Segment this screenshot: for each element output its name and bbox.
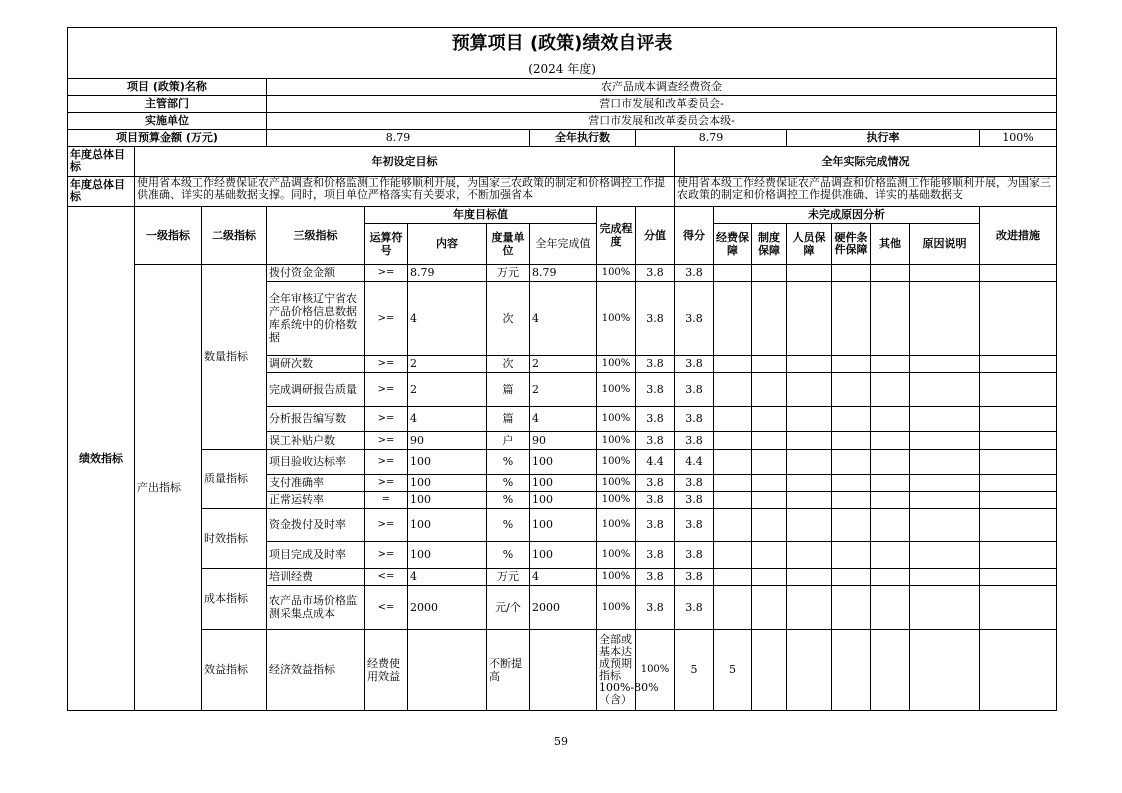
- indicator-actual: 2: [530, 355, 597, 372]
- empty-cell: [752, 585, 787, 629]
- indicator-content: 100: [408, 508, 487, 541]
- empty-cell: [910, 372, 980, 406]
- table-row: [68, 508, 1057, 541]
- indicator-degree: 100%: [597, 281, 636, 355]
- empty-cell: [980, 568, 1057, 585]
- indicator-content: 8.79: [408, 264, 487, 281]
- exec-label: 全年执行数: [530, 129, 636, 146]
- empty-cell: [787, 372, 832, 406]
- indicator-degree: 100%: [597, 264, 636, 281]
- indicator-value: 3.8: [636, 264, 675, 281]
- empty-cell: [980, 508, 1057, 541]
- indicator-op: >=: [365, 281, 408, 355]
- indicator-op: =: [365, 491, 408, 508]
- indicator-op: <=: [365, 585, 408, 629]
- empty-cell: [832, 474, 871, 491]
- indicator-unit: 万元: [487, 264, 530, 281]
- indicator-unit: 篇: [487, 406, 530, 431]
- table-row: [68, 449, 1057, 474]
- indicator-degree: 100%: [597, 491, 636, 508]
- empty-cell: [910, 585, 980, 629]
- indicator-actual: 2: [530, 372, 597, 406]
- empty-cell: [910, 281, 980, 355]
- indicator-score: 3.8: [675, 474, 714, 491]
- empty-cell: [910, 568, 980, 585]
- empty-cell: [714, 431, 752, 449]
- goal-initial-text-body: 使用省本级工作经费保证农产品调查和价格监测工作能够顺利开展，为国家三农政策的制定和价格调控工作提供准确、详实的基础数据支撑。同时，项目单位严格落实有关要求，不断加强省本: [137, 176, 665, 201]
- header-content: 内容: [408, 223, 487, 264]
- empty-cell: [910, 431, 980, 449]
- empty-cell: [714, 541, 752, 568]
- indicator-score: 3.8: [675, 281, 714, 355]
- empty-cell: [980, 491, 1057, 508]
- indicator-degree: 100%: [597, 431, 636, 449]
- empty-cell: [787, 281, 832, 355]
- indicator-unit: [530, 629, 597, 710]
- indicator-degree: 100%: [597, 449, 636, 474]
- header-reason-staff: 人员保障: [787, 223, 832, 264]
- indicator-degree: 100%: [597, 585, 636, 629]
- indicator-name: 资金拨付及时率: [267, 508, 365, 541]
- indicator-name: 经费使用效益: [365, 629, 408, 710]
- indicator-score: 3.8: [675, 431, 714, 449]
- indicator-value: 3.8: [636, 281, 675, 355]
- empty-cell: [910, 406, 980, 431]
- empty-cell: [752, 541, 787, 568]
- indicator-value: 3.8: [636, 508, 675, 541]
- indicator-degree: 100%: [597, 508, 636, 541]
- budget-label: 项目预算金额 (万元): [68, 129, 267, 146]
- header-actual: 全年完成值: [530, 223, 597, 264]
- page-title: 预算项目 (政策)绩效自评表: [451, 32, 673, 54]
- empty-cell: [752, 431, 787, 449]
- indicator-degree: 100%: [597, 372, 636, 406]
- indicator-op: >=: [365, 406, 408, 431]
- indicator-name: 正常运转率: [267, 491, 365, 508]
- empty-cell: [787, 474, 832, 491]
- indicator-op: >=: [365, 431, 408, 449]
- goal-initial-header: 年初设定目标: [135, 146, 675, 176]
- empty-cell: [787, 449, 832, 474]
- empty-cell: [910, 508, 980, 541]
- indicator-value: 3.8: [636, 474, 675, 491]
- table-row: [68, 629, 1057, 710]
- indicator-value: 4.4: [636, 449, 675, 474]
- header-unit: 度量单位: [487, 223, 530, 264]
- indicator-op: <=: [365, 568, 408, 585]
- empty-cell: [980, 431, 1057, 449]
- indicator-actual: 4: [530, 281, 597, 355]
- empty-cell: [714, 568, 752, 585]
- empty-cell: [832, 449, 871, 474]
- page-subtitle: (2024 年度): [528, 61, 596, 76]
- empty-cell: [871, 491, 910, 508]
- project-name-label: 项目 (政策)名称: [68, 78, 267, 95]
- empty-cell: [714, 281, 752, 355]
- indicator-name: 误工补贴户数: [267, 431, 365, 449]
- indicator-actual: 100: [530, 449, 597, 474]
- page-number: 59: [554, 735, 568, 748]
- header-degree: 完成程度: [597, 206, 636, 264]
- indicator-content: 100: [408, 491, 487, 508]
- header-score: 得分: [675, 206, 714, 264]
- indicator-name: 支付准确率: [267, 474, 365, 491]
- empty-cell: [910, 541, 980, 568]
- empty-cell: [980, 406, 1057, 431]
- empty-cell: [980, 541, 1057, 568]
- indicator-actual: 8.79: [530, 264, 597, 281]
- indicator-unit: %: [487, 508, 530, 541]
- indicator-score: 4.4: [675, 449, 714, 474]
- empty-cell: [832, 264, 871, 281]
- header-reason-note: 原因说明: [910, 223, 980, 264]
- goal-actual-header: 全年实际完成情况: [675, 146, 1057, 176]
- indicator-op: >=: [365, 372, 408, 406]
- indicator-actual: 100: [530, 508, 597, 541]
- indicator-score: 3.8: [675, 568, 714, 585]
- header-score-value: 分值: [636, 206, 675, 264]
- empty-cell: [714, 449, 752, 474]
- empty-cell: [980, 372, 1057, 406]
- empty-cell: [871, 474, 910, 491]
- empty-cell: [910, 449, 980, 474]
- empty-cell: [714, 508, 752, 541]
- indicator-content: 不断提高: [487, 629, 530, 710]
- empty-cell: [832, 372, 871, 406]
- header-reason-hardware: 硬件条件保障: [832, 223, 871, 264]
- indicator-content: 100: [408, 449, 487, 474]
- goal-row-label: 年度总体目标: [68, 176, 135, 206]
- indicator-actual: 全部或基本达成预期指标100%-80%（含）: [597, 629, 636, 710]
- indicator-unit: %: [487, 541, 530, 568]
- empty-cell: [714, 355, 752, 372]
- goal-actual-text: [675, 176, 1057, 206]
- empty-cell: [871, 355, 910, 372]
- empty-cell: [832, 541, 871, 568]
- indicator-score: 3.8: [675, 355, 714, 372]
- indicator-value: 3.8: [636, 355, 675, 372]
- header-reason-group: 未完成原因分析: [714, 206, 980, 223]
- category-benefit: 效益指标: [202, 629, 267, 710]
- empty-cell: [787, 568, 832, 585]
- indicator-name: 项目完成及时率: [267, 541, 365, 568]
- indicator-unit: 篇: [487, 372, 530, 406]
- empty-cell: [787, 585, 832, 629]
- dept-value: 营口市发展和改革委员会-: [267, 95, 1057, 112]
- empty-cell: [871, 568, 910, 585]
- empty-cell: [752, 449, 787, 474]
- empty-cell: [787, 355, 832, 372]
- empty-cell: [714, 372, 752, 406]
- indicator-value: 3.8: [636, 431, 675, 449]
- indicator-actual: 4: [530, 568, 597, 585]
- project-name-value: 农产品成本调查经费资金: [267, 78, 1057, 95]
- empty-cell: [871, 541, 910, 568]
- category-timeliness: 时效指标: [202, 508, 267, 568]
- category-economic: 经济效益指标: [267, 629, 365, 710]
- indicator-name: 拨付资金金额: [267, 264, 365, 281]
- table-row: [68, 568, 1057, 585]
- header-reason-funding: 经费保障: [714, 223, 752, 264]
- empty-cell: [910, 264, 980, 281]
- empty-cell: [871, 508, 910, 541]
- empty-cell: [752, 508, 787, 541]
- empty-cell: [832, 568, 871, 585]
- empty-cell: [980, 281, 1057, 355]
- indicator-content: 4: [408, 281, 487, 355]
- indicator-actual: 2000: [530, 585, 597, 629]
- empty-cell: [832, 431, 871, 449]
- indicator-score: 3.8: [675, 541, 714, 568]
- indicator-value: 3.8: [636, 491, 675, 508]
- indicator-content: 4: [408, 568, 487, 585]
- indicator-degree: 100%: [597, 474, 636, 491]
- indicator-value: 3.8: [636, 541, 675, 568]
- empty-cell: [871, 431, 910, 449]
- indicator-unit: 户: [487, 431, 530, 449]
- empty-cell: [910, 491, 980, 508]
- empty-cell: [787, 491, 832, 508]
- header-level1: 一级指标: [135, 206, 202, 264]
- goal-initial-text: [135, 176, 675, 206]
- indicator-unit: 万元: [487, 568, 530, 585]
- indicator-score: 5: [714, 629, 752, 710]
- empty-cell: [752, 355, 787, 372]
- indicator-value: 3.8: [636, 585, 675, 629]
- empty-cell: [832, 585, 871, 629]
- indicator-degree: 100%: [597, 541, 636, 568]
- empty-cell: [752, 281, 787, 355]
- empty-cell: [910, 474, 980, 491]
- empty-cell: [980, 474, 1057, 491]
- indicator-content: 100: [408, 541, 487, 568]
- indicator-name: 农产品市场价格监测采集点成本: [267, 585, 365, 629]
- indicator-op: >=: [365, 355, 408, 372]
- indicator-degree: 100%: [597, 568, 636, 585]
- indicator-op: [408, 629, 487, 710]
- empty-cell: [714, 474, 752, 491]
- empty-cell: [832, 508, 871, 541]
- indicator-content: 2: [408, 372, 487, 406]
- indicator-value: 3.8: [636, 406, 675, 431]
- indicator-score: 3.8: [675, 585, 714, 629]
- indicator-unit: 次: [487, 355, 530, 372]
- indicator-content: 2: [408, 355, 487, 372]
- empty-cell: [787, 431, 832, 449]
- indicator-unit: %: [487, 474, 530, 491]
- goal-label: 年度总体目标: [68, 146, 135, 176]
- indicator-name: 全年审核辽宁省农产品价格信息数据库系统中的价格数据: [267, 281, 365, 355]
- header-reason-other: 其他: [871, 223, 910, 264]
- indicator-actual: 100: [530, 474, 597, 491]
- empty-cell: [980, 449, 1057, 474]
- indicator-op: >=: [365, 449, 408, 474]
- empty-cell: [832, 406, 871, 431]
- indicator-score: 3.8: [675, 406, 714, 431]
- empty-cell: [871, 629, 910, 710]
- category-cost: 成本指标: [202, 568, 267, 629]
- header-target-group: 年度目标值: [365, 206, 597, 223]
- indicator-score: 3.8: [675, 508, 714, 541]
- category-output: 产出指标: [135, 264, 202, 710]
- indicator-actual: 4: [530, 406, 597, 431]
- indicator-actual: 100: [530, 541, 597, 568]
- empty-cell: [980, 264, 1057, 281]
- indicator-op: >=: [365, 541, 408, 568]
- empty-cell: [752, 372, 787, 406]
- indicator-op: >=: [365, 474, 408, 491]
- indicator-value: 5: [675, 629, 714, 710]
- indicator-unit: %: [487, 491, 530, 508]
- indicator-degree: 100%: [636, 629, 675, 710]
- header-level3: 三级指标: [267, 206, 365, 264]
- indicator-score: 3.8: [675, 491, 714, 508]
- indicator-unit: 次: [487, 281, 530, 355]
- indicator-actual: 100: [530, 491, 597, 508]
- empty-cell: [871, 281, 910, 355]
- indicator-score: 3.8: [675, 264, 714, 281]
- goal-actual-text-body: 使用省本级工作经费保证农产品调查和价格监测工作能够顺利开展，为国家三农政策的制定和价格调控工作提供准确、详实的基础数据支: [677, 176, 1051, 201]
- empty-cell: [752, 491, 787, 508]
- empty-cell: [787, 264, 832, 281]
- empty-cell: [980, 585, 1057, 629]
- empty-cell: [871, 449, 910, 474]
- category-quantity: 数量指标: [202, 264, 267, 449]
- indicator-name: 完成调研报告质量: [267, 372, 365, 406]
- empty-cell: [871, 406, 910, 431]
- perf-indicator-label: 绩效指标: [68, 206, 135, 710]
- empty-cell: [910, 629, 980, 710]
- empty-cell: [871, 585, 910, 629]
- indicator-name: 培训经费: [267, 568, 365, 585]
- header-level2: 二级指标: [202, 206, 267, 264]
- unit-value: 营口市发展和改革委员会本级-: [267, 112, 1057, 129]
- indicator-name: 调研次数: [267, 355, 365, 372]
- empty-cell: [714, 264, 752, 281]
- empty-cell: [832, 281, 871, 355]
- subtitle-cell: [68, 60, 1057, 79]
- empty-cell: [832, 629, 871, 710]
- indicator-content: 100: [408, 474, 487, 491]
- empty-cell: [871, 264, 910, 281]
- indicator-value: 3.8: [636, 372, 675, 406]
- unit-label: 实施单位: [68, 112, 267, 129]
- indicator-actual: 90: [530, 431, 597, 449]
- indicator-op: >=: [365, 264, 408, 281]
- empty-cell: [787, 629, 832, 710]
- exec-value: 8.79: [636, 129, 787, 146]
- title-cell: [68, 28, 1057, 60]
- indicator-value: 3.8: [636, 568, 675, 585]
- empty-cell: [714, 585, 752, 629]
- rate-label: 执行率: [787, 129, 980, 146]
- indicator-content: 90: [408, 431, 487, 449]
- budget-value: 8.79: [267, 129, 530, 146]
- indicator-unit: 元/个: [487, 585, 530, 629]
- empty-cell: [832, 355, 871, 372]
- indicator-op: >=: [365, 508, 408, 541]
- empty-cell: [832, 491, 871, 508]
- evaluation-table: [67, 27, 1057, 711]
- empty-cell: [752, 629, 787, 710]
- dept-label: 主管部门: [68, 95, 267, 112]
- empty-cell: [980, 355, 1057, 372]
- empty-cell: [787, 406, 832, 431]
- indicator-degree: 100%: [597, 406, 636, 431]
- evaluation-sheet: [67, 27, 1055, 711]
- header-reason-system: 制度保障: [752, 223, 787, 264]
- empty-cell: [787, 541, 832, 568]
- indicator-name: 项目验收达标率: [267, 449, 365, 474]
- indicator-unit: %: [487, 449, 530, 474]
- header-improve: 改进措施: [980, 206, 1057, 264]
- rate-value: 100%: [980, 129, 1057, 146]
- indicator-content: 2000: [408, 585, 487, 629]
- indicator-content: 4: [408, 406, 487, 431]
- empty-cell: [871, 372, 910, 406]
- indicator-degree: 100%: [597, 355, 636, 372]
- indicator-score: 3.8: [675, 372, 714, 406]
- empty-cell: [714, 406, 752, 431]
- header-op: 运算符号: [365, 223, 408, 264]
- empty-cell: [752, 474, 787, 491]
- category-quality: 质量指标: [202, 449, 267, 508]
- indicator-name: 分析报告编写数: [267, 406, 365, 431]
- empty-cell: [714, 491, 752, 508]
- empty-cell: [752, 264, 787, 281]
- empty-cell: [787, 508, 832, 541]
- empty-cell: [980, 629, 1057, 710]
- empty-cell: [752, 568, 787, 585]
- empty-cell: [752, 406, 787, 431]
- empty-cell: [910, 355, 980, 372]
- table-row: [68, 264, 1057, 281]
